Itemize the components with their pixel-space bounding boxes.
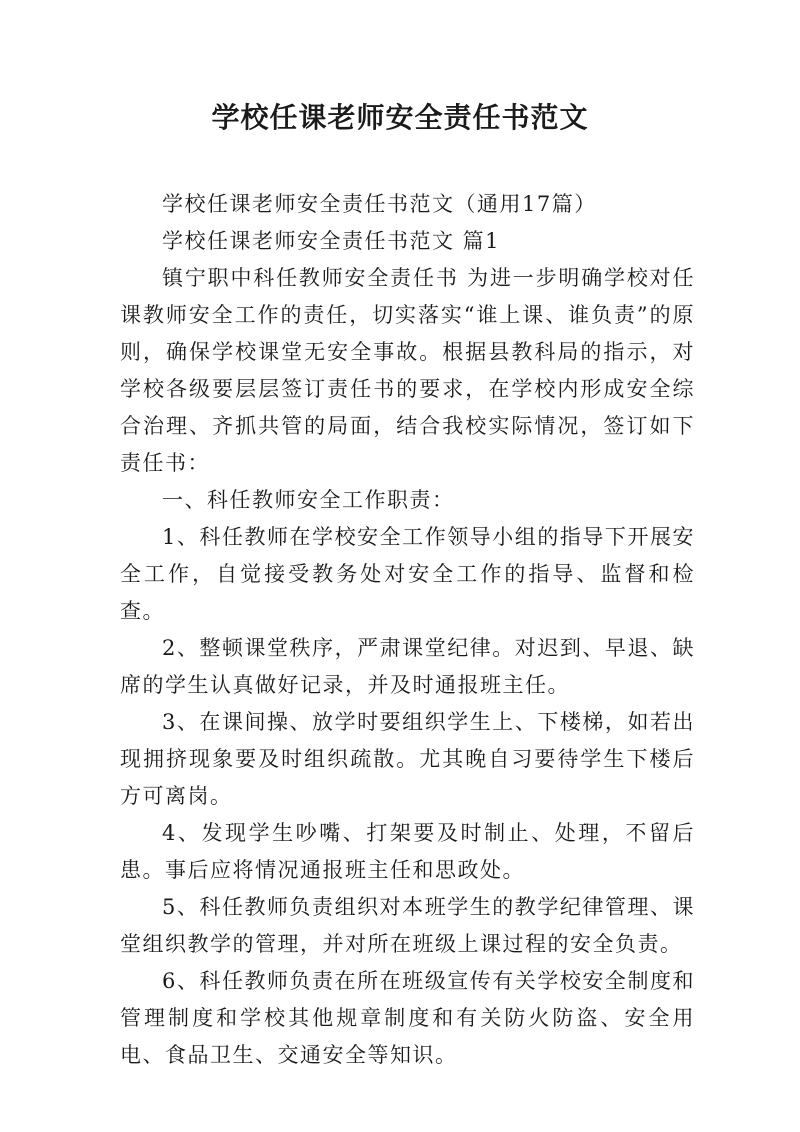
paragraph-duty-1: 1、科任教师在学校安全工作领导小组的指导下开展安全工作，自觉接受教务处对安全工作的指导、监督和检查。 [120,525,695,623]
paragraph-duties-heading: 一、科任教师安全工作职责： [162,488,455,512]
paragraph-duty-6: 6、科任教师负责在所在班级宣传有关学校安全制度和管理制度和学校其他规章制度和有关防火防盗、安全用电、食品卫生、交通安全等知识。 [120,969,695,1067]
paragraph-section-heading: 学校任课老师安全责任书范文 篇1 [162,229,501,253]
paragraph-duty-5: 5、科任教师负责组织对本班学生的教学纪律管理、课堂组织教学的管理，并对所在班级上课过程的安全负责。 [120,895,695,956]
paragraph-duty-2: 2、整顿课堂秩序，严肃课堂纪律。对迟到、早退、缺席的学生认真做好记录，并及时通报班主任。 [120,636,695,697]
paragraph-subtitle: 学校任课老师安全责任书范文（通用17篇） [162,192,597,216]
document-title: 学校任课老师安全责任书范文 [211,101,589,134]
paragraph-intro: 镇宁职中科任教师安全责任书 为进一步明确学校对任课教师安全工作的责任，切实落实“谁上课、谁负责”的原则，确保学校课堂无安全事故。根据县教科局的指示，对学校各级要层层签订责任书的要求，在学校内形成安全综合治理、齐抓共管的局面，结合我校实际情况，签订如下责任书： [120,266,695,475]
paragraph-duty-3: 3、在课间操、放学时要组织学生上、下楼梯，如若出现拥挤现象要及时组织疏散。尤其晚自习要待学生下楼后方可离岗。 [120,710,695,808]
paragraph-duty-4: 4、发现学生吵嘴、打架要及时制止、处理，不留后患。事后应将情况通报班主任和思政处。 [120,821,695,882]
document-body [120,186,695,1074]
